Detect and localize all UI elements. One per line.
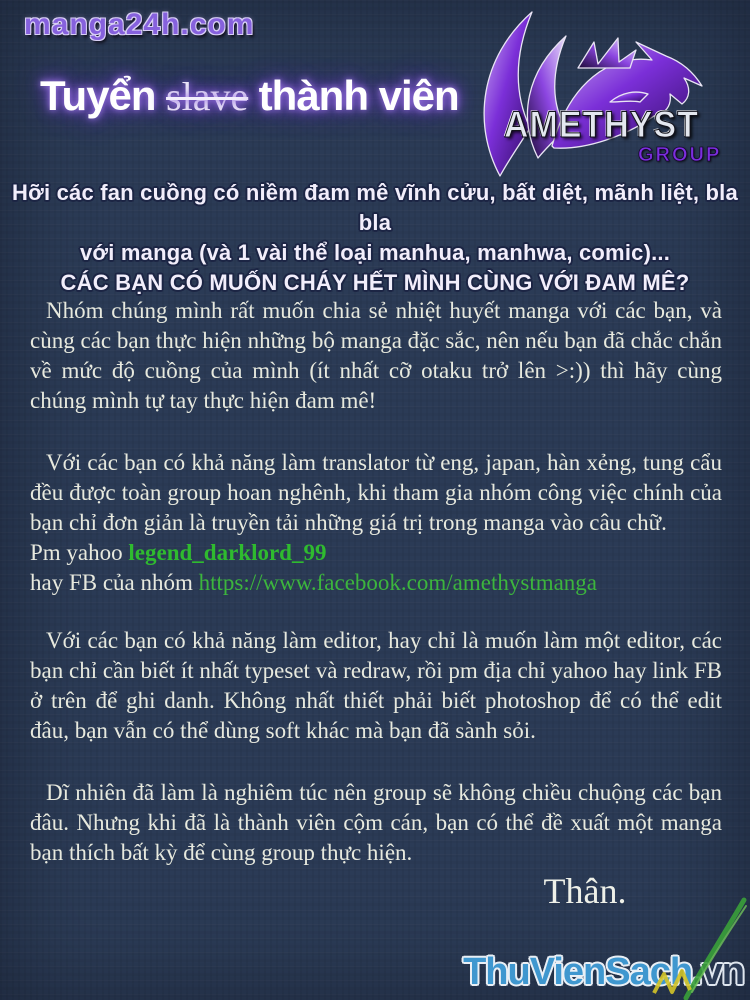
- contact-facebook-prefix: hay FB của nhóm: [30, 570, 199, 595]
- watermark-logo: [463, 951, 744, 994]
- title-word-struck: slave: [166, 74, 249, 119]
- intro-line-3: CÁC BẠN CÓ MUỐN CHÁY HẾT MÌNH CÙNG VỚI ĐAM MÊ?: [60, 270, 690, 295]
- watermark-main: ThuVienSach: [463, 951, 693, 993]
- contact-facebook-line: [30, 568, 722, 598]
- group-logo-name: AMETHYST: [504, 104, 699, 146]
- title-word-member: thành viên: [258, 72, 459, 119]
- page-title: [40, 72, 459, 120]
- title-word-recruit: Tuyển: [40, 72, 156, 119]
- recruitment-paragraph-2: Với các bạn có khả năng làm translator từ eng, japan, hàn xẻng, tung cẩu đều được toàn group hoan nghênh, khi tham gia nhóm công việc chính của bạn chỉ đơn giản là truyền tải những giá trị trong manga vào câu chữ.: [30, 450, 722, 535]
- intro-heading: [0, 178, 750, 298]
- watermark-tld: .vn: [692, 951, 744, 993]
- contact-block: [30, 538, 722, 598]
- group-logo-subtitle: GROUP: [638, 144, 722, 166]
- intro-line-2: với manga (và 1 vài thể loại manhua, manhwa, comic)...: [79, 240, 671, 265]
- recruitment-paragraph-1: Nhóm chúng mình rất muốn chia sẻ nhiệt huyết manga với các bạn, và cùng các bạn thực hiện những bộ manga đặc sắc, nên nếu bạn đã chắc chắn về mức độ cuồng của mình (ít nhất cỡ otaku trở lên >:)) thì hãy cùng chúng mình tự tay thực hiện đam mê!: [30, 298, 722, 413]
- recruitment-paragraph-4: Dĩ nhiên đã làm là nghiêm túc nên group sẽ không chiều chuộng các bạn đâu. Nhưng khi đã là thành viên cộm cán, bạn có thể đề xuất một manga bạn thích bất kỳ để cùng group thực hiện.: [30, 780, 722, 865]
- recruitment-body: [30, 296, 722, 900]
- signature: Thân.: [543, 871, 627, 911]
- intro-line-1: Hỡi các fan cuồng có niềm đam mê vĩnh cửu, bất diệt, mãnh liệt, bla bla: [12, 180, 738, 235]
- facebook-link[interactable]: https://www.facebook.com/amethystmanga: [198, 570, 598, 595]
- yahoo-id: legend_darklord_99: [128, 540, 327, 565]
- contact-yahoo-prefix: Pm yahoo: [30, 540, 129, 565]
- site-logo: manga24h.com: [24, 8, 255, 41]
- recruitment-paragraph-3: Với các bạn có khả năng làm editor, hay chỉ là muốn làm một editor, các bạn chỉ cần biết ít nhất typeset và redraw, rồi pm địa chỉ yahoo hay link FB ở trên để ghi danh. Không nhất thiết phải biết photoshop để có thể edit đâu, bạn vẫn có thể dùng soft khác mà bạn đã sành sỏi.: [30, 628, 722, 743]
- group-logo: [460, 6, 750, 178]
- contact-yahoo-line: [30, 538, 722, 568]
